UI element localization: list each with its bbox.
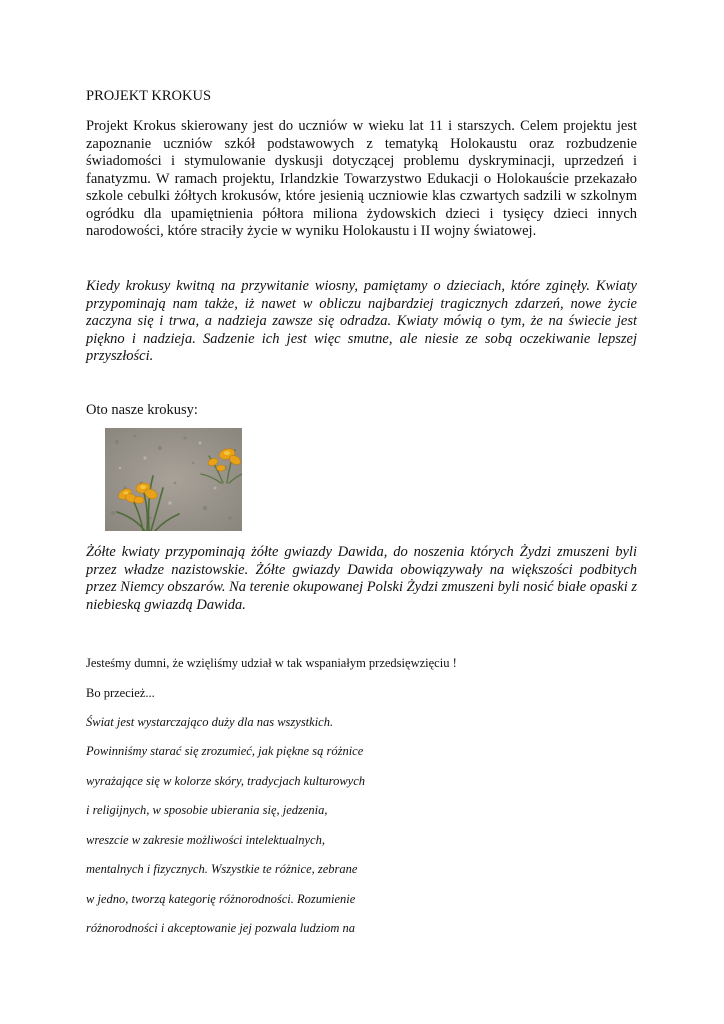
poem-line: i religijnych, w sposobie ubierania się, jedzenia, [86,803,328,817]
photo-caption: Oto nasze krokusy: [86,402,198,418]
poem-line: wreszcie w zakresie możliwości intelektualnych, [86,833,325,847]
intro-paragraph: Projekt Krokus skierowany jest do uczniów w wieku lat 11 i starszych. Celem projektu jest zapoznanie uczniów szkół podstawowych z tematyką Holokaustu oraz rozbudzenie świadomości i stymulowanie dyskusji dotyczącej problemu dyskryminacji, uprzedzeń i fanatyzmu. W ramach projektu, Irlandzkie Towarzystwo Edukacji o Holokauście przekazało szkole cebulki żółtych krokusów, które jesienią uczniowie klas czwartych sadzili w szkolnym ogródku dla upamiętnienia półtora miliona żydowskich dzieci i tysięcy dzieci innych narodowości, które straciły życie w wyniku Holokaustu i II wojny światowej. [86,118,637,239]
star-of-david-paragraph: Żółte kwiaty przypominają żółte gwiazdy Dawida, do noszenia których Żydzi zmuszeni byli przez władze nazistowskie. Żółte gwiazdy Dawida obowiązywały na większości podbitych przez Niemcy obszarów. Na terenie okupowanej Polski Żydzi zmuszeni byli nosić białe opaski z niebieską gwiazdą Dawida. [86,544,637,613]
page-title: PROJEKT KROKUS [86,88,212,104]
crocus-meaning-paragraph: Kiedy krokusy kwitną na przywitanie wiosny, pamiętamy o dzieciach, które zginęły. Kwiaty przypominają nam także, iż nawet w obliczu najbardziej tragicznych zdarzeń, nowe życie zaczyna się i trwa, a nadzieja zawsze się odradza. Kwiaty mówią o tym, że na świecie jest piękno i nadzieja. Sadzenie ich jest więc smutne, ale niesie ze sobą oczekiwanie lepszej przyszłości. [86,278,637,364]
crocus-photo [105,428,242,531]
poem-line: różnorodności i akceptowanie jej pozwala ludziom na [86,921,355,935]
crocus-photo-icon [105,428,242,531]
poem-line: Świat jest wystarczająco duży dla nas wszystkich. [86,715,334,729]
poem-line: Powinniśmy starać się zrozumieć, jak piękne są różnice [86,744,364,758]
poem-line: wyrażające się w kolorze skóry, tradycjach kulturowych [86,774,365,788]
poem-line: w jedno, tworzą kategorię różnorodności. Rozumienie [86,892,356,906]
bo-przeciez-line: Bo przecież... [86,686,155,700]
proud-line: Jesteśmy dumni, że wzięliśmy udział w tak wspaniałym przedsięwzięciu ! [86,656,457,670]
poem-line: mentalnych i fizycznych. Wszystkie te różnice, zebrane [86,862,358,876]
